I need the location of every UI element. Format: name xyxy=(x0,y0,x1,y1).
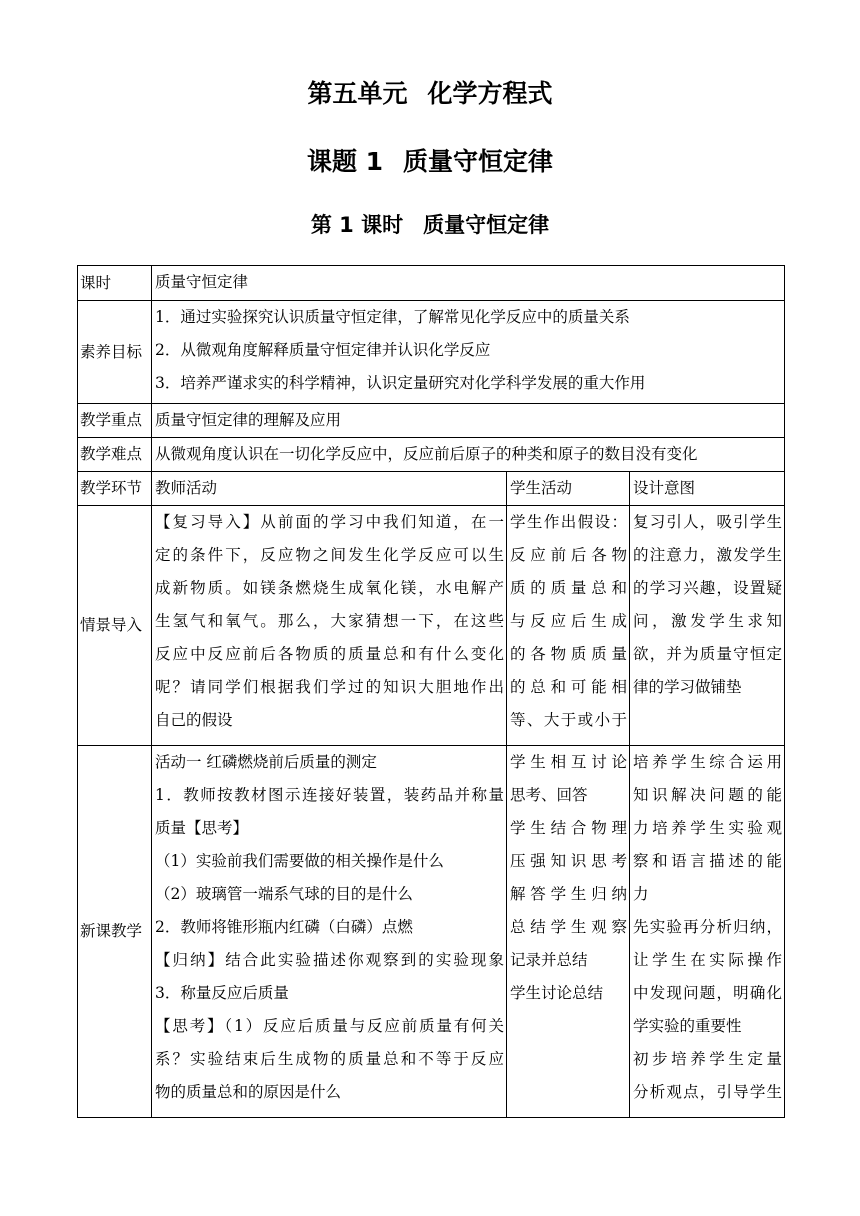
text-line: 分析观点，引导学生 xyxy=(633,1083,783,1101)
text-line: 学生讨论总结 xyxy=(510,984,604,1002)
text-line: 的注意力，激发学生 xyxy=(633,546,783,564)
text-line: 思考、回答 xyxy=(510,786,588,804)
text-line: 的各物质质量 xyxy=(510,645,627,663)
goals-list xyxy=(152,301,785,404)
header-teacher: 教师活动 xyxy=(152,472,507,506)
text-line: 学生作出假设： xyxy=(510,513,627,531)
text-line: 反应前后各物 xyxy=(510,546,627,564)
text-line: 察和语言描述的能 xyxy=(633,852,783,870)
text-line: 质的质量总和 xyxy=(510,579,627,597)
text-line: 系？实验结束后生成物的质量总和不等于反应 xyxy=(155,1050,504,1068)
text-line: 中发现问题，明确化 xyxy=(633,984,783,1002)
intro-teacher xyxy=(152,506,507,746)
new-lesson-intent xyxy=(630,746,785,1118)
text-line: 等、大于或小于 xyxy=(510,711,627,729)
header-stage: 教学环节 xyxy=(78,472,152,506)
lesson-name: 质量守恒定律 xyxy=(423,213,550,237)
goal-item: 3．培养严谨求实的科学精神，认识定量研究对化学科学发展的重大作用 xyxy=(155,374,646,392)
text-line: 的学习兴趣，设置疑 xyxy=(633,579,783,597)
difficulty-label: 教学难点 xyxy=(78,438,152,472)
text-line: 【归纳】结合此实验描述你观察到的实验现象 xyxy=(155,951,504,969)
text-line: 记录并总结 xyxy=(510,951,588,969)
text-line: 【思考】（1）反应后质量与反应前质量有何关 xyxy=(155,1017,504,1035)
key-point-label: 教学重点 xyxy=(78,404,152,438)
intro-stage: 情景导入 xyxy=(78,506,152,746)
text-line: 律的学习做铺垫 xyxy=(633,678,742,696)
row-difficulty xyxy=(78,438,785,472)
text-line: 活动一 红磷燃烧前后质量的测定 xyxy=(155,753,377,771)
header-student: 学生活动 xyxy=(507,472,630,506)
text-line: 质量【思考】 xyxy=(155,819,249,837)
text-line: 2．教师将锥形瓶内红磷（白磷）点燃 xyxy=(155,918,413,936)
goal-item: 2．从微观角度解释质量守恒定律并认识化学反应 xyxy=(155,341,491,359)
text-line: 力培养学生实验观 xyxy=(633,819,783,837)
row-period xyxy=(78,266,785,301)
text-line: 生氢气和氧气。那么，大家猜想一下，在这些 xyxy=(155,612,504,630)
text-line: 知识解决问题的能 xyxy=(633,786,783,804)
unit-title xyxy=(0,74,860,110)
text-line: 让学生在实际操作 xyxy=(633,951,783,969)
text-line: 先实验再分析归纳， xyxy=(633,918,783,936)
text-line: 力 xyxy=(633,885,649,903)
text-line: 欲，并为质量守恒定 xyxy=(633,645,783,663)
text-line: 学生相互讨论 xyxy=(510,753,627,771)
lesson-number: 第 1 课时 xyxy=(310,213,404,237)
intro-student xyxy=(507,506,630,746)
text-line: （1）实验前我们需要做的相关操作是什么 xyxy=(155,852,444,870)
row-intro xyxy=(78,506,785,746)
header-intent: 设计意图 xyxy=(630,472,785,506)
lesson-plan-table xyxy=(77,265,785,1118)
goal-item: 1．通过实验探究认识质量守恒定律，了解常见化学反应中的质量关系 xyxy=(155,308,630,326)
text-line: 物的质量总和的原因是什么 xyxy=(155,1083,342,1101)
text-line: 学实验的重要性 xyxy=(633,1017,742,1035)
text-line: 问，激发学生求知 xyxy=(633,612,783,630)
difficulty-value: 从微观角度认识在一切化学反应中，反应前后原子的种类和原子的数目没有变化 xyxy=(152,438,785,472)
new-lesson-teacher xyxy=(152,746,507,1118)
text-line: 总结学生观察 xyxy=(510,918,627,936)
goals-label: 素养目标 xyxy=(78,301,152,404)
text-line: 初步培养学生定量 xyxy=(633,1050,783,1068)
text-line: （2）玻璃管一端系气球的目的是什么 xyxy=(155,885,413,903)
text-line: 反应中反应前后各物质的质量总和有什么变化 xyxy=(155,645,504,663)
unit-number: 第五单元 xyxy=(307,79,408,108)
text-line: 自己的假设 xyxy=(155,711,233,729)
text-line: 【复习导入】从前面的学习中我们知道，在一 xyxy=(155,513,504,531)
topic-title xyxy=(0,142,860,178)
text-line: 复习引人，吸引学生 xyxy=(633,513,783,531)
key-point-value: 质量守恒定律的理解及应用 xyxy=(152,404,785,438)
text-line: 培养学生综合运用 xyxy=(633,753,783,771)
text-line: 与反应后生成 xyxy=(510,612,627,630)
text-line: 定的条件下，反应物之间发生化学反应可以生 xyxy=(155,546,504,564)
row-header xyxy=(78,472,785,506)
new-lesson-student xyxy=(507,746,630,1118)
intro-intent xyxy=(630,506,785,746)
row-goals xyxy=(78,301,785,404)
text-line: 解答学生归纳 xyxy=(510,885,627,903)
row-key-point xyxy=(78,404,785,438)
text-line: 的总和可能相 xyxy=(510,678,627,696)
text-line: 1．教师按教材图示连接好装置，装药品并称量 xyxy=(155,786,504,804)
topic-number: 课题 1 xyxy=(306,147,384,176)
unit-name: 化学方程式 xyxy=(427,79,553,108)
period-label: 课时 xyxy=(78,266,152,301)
text-line: 呢？请同学们根据我们学过的知识大胆地作出 xyxy=(155,678,504,696)
text-line: 3．称量反应后质量 xyxy=(155,984,289,1002)
topic-name: 质量守恒定律 xyxy=(403,147,554,176)
text-line: 学生结合物理 xyxy=(510,819,627,837)
text-line: 成新物质。如镁条燃烧生成氧化镁，水电解产 xyxy=(155,579,504,597)
lesson-title xyxy=(0,209,860,239)
period-value: 质量守恒定律 xyxy=(152,266,785,301)
row-new-lesson xyxy=(78,746,785,1118)
text-line: 压强知识思考 xyxy=(510,852,627,870)
new-lesson-stage: 新课教学 xyxy=(78,746,152,1118)
